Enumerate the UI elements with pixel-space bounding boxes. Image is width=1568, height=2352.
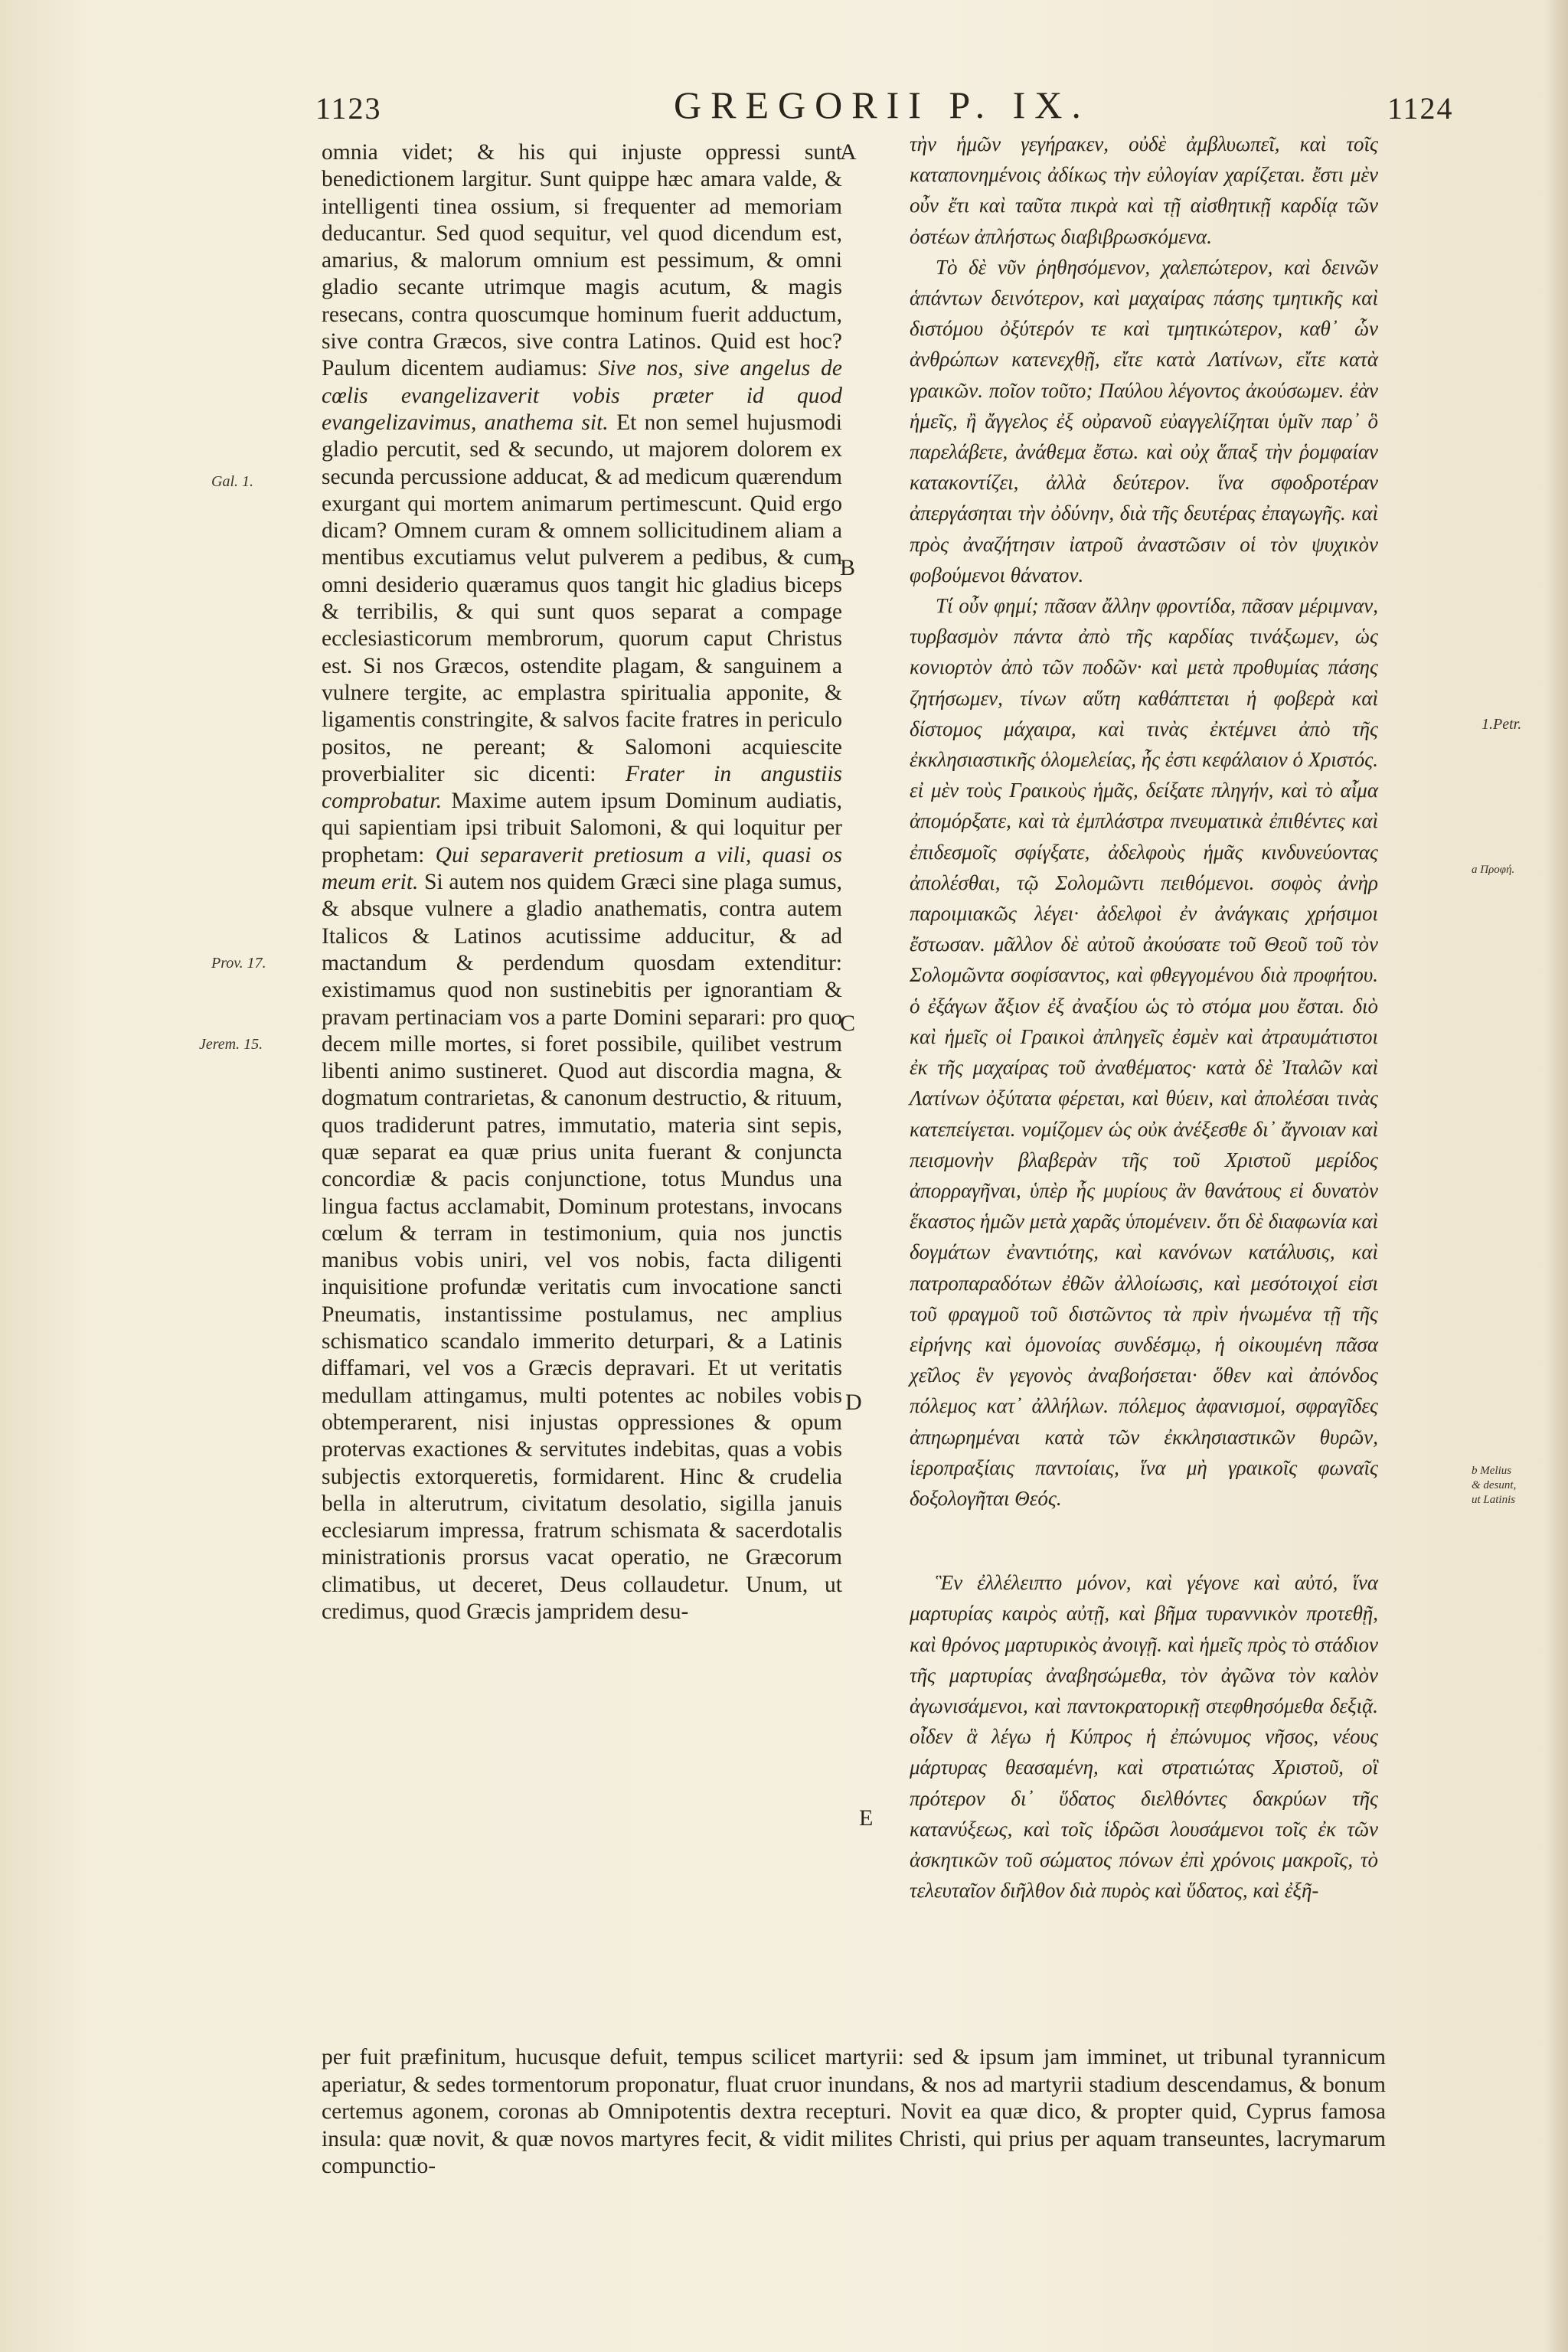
- section-letter-d: D: [845, 1390, 862, 1415]
- greek-paragraph-3: Τί οὖν φημί; πᾶσαν ἄλλην φροντίδα, πᾶσαν μέριμναν, τυρβασμὸν πάντα ἀπὸ τῆς καρδίας τινάξωμεν, ὡς κονιορτὸν ἀπὸ τῶν ποδῶν· καὶ μετὰ προθυμίας πάσης ζητήσωμεν, τίνων αὕτη καθάπτεται ἡ φοβερὰ καὶ δίστομος μάχαιρα, καὶ τινὰς ἐκτέμνει ἀπὸ τῆς ἐκκλησιαστικῆς ὁλομελείας, ἧς ἐστι κεφάλαιον ὁ Χριστός. εἰ μὲν τοὺς Γραικοὺς ἡμᾶς, δείξατε πληγήν, καὶ τὸ αἷμα ἀπομόρξατε, καὶ τὰ ἐμπλάστρα πνευματικὰ ἐπιθέντες καὶ ἐπιδεσμοῖς σφίγξατε, ἀδελφοὺς ἡμᾶς κινδυνεύοντας ἀπολέσθαι, τῷ Σολομῶντι πειθόμενοι. σοφὸς ἀνὴρ παροιμιακῶς λέγει· ἀδελφοὶ ἐν ἀνάγκαις χρήσιμοι ἔστωσαν. μᾶλλον δὲ αὐτοῦ ἀκούσατε τοῦ Θεοῦ τοῦ τὸν Σολομῶντα σοφίσαντος, καὶ φθεγγομένου διὰ προφήτου. ὁ ἐξάγων ἄξιον ἐξ ἀναξίου ὡς τὸ στόμα μου ἔσται. διὸ καὶ ἡμεῖς οἱ Γραικοὶ ἀπληγεῖς ἐσμὲν καὶ ἀτραυμάτιστοι ἐκ τῆς μαχαίρας τοῦ ἀναθέματος· κατὰ δὲ Ἰταλῶν καὶ Λατίνων ὀξύτατα φέρεται, καὶ θύειν, καὶ ἀπολέσαι τινὰς κατεπείγεται. νομίζομεν ὡς οὐκ ἀνέξεσθε δι᾽ ἄγνοιαν καὶ πεισμονὴν βλαβερὰν τῆς τοῦ Χριστοῦ μερίδος ἀπορραγῆναι, ὑπὲρ ἧς μυρίους ἂν θανάτους εἰ δυνατὸν ἕκαστος ἡμῶν μετὰ χαρᾶς ὑπομένειν. ὅτι δὲ διαφωνία καὶ δογμάτων ἐναντιότης, καὶ κανόνων κατάλυσις, καὶ πατροπαραδότων ἐθῶν ἀλλοίωσις, καὶ μεσότοιχοί εἰσι τοῦ φραγμοῦ τοῦ διστῶντος τὰ πρὶν ἡνωμένα τῇ τῆς εἰρήνης καὶ ὁμονοίας συνδέσμῳ, ἡ οἰκουμένη πᾶσα χεῖλος ἓν γεγονὸς ἀναβοήσεται· ὅθεν καὶ ἀπόνδος πόλεμος κατ᾽ ἀλλήλων. πόλεμος ἀφανισμοί, σφραγῖδες ἀπηωρημέναι κατὰ τῶν ἐκκλησιαστικῶν θυρῶν, ἱεροπραξίαις παντοίαις, ἵνα μὴ γραικοῖς φωναῖς δοξολογῆται Θεός.: [910, 594, 1378, 1510]
- greek-paragraph-4: Ἓν ἐλλέλειπτο μόνον, καὶ γέγονε καὶ αὐτό, ἵνα μαρτυρίας καιρὸς αὐτῇ, καὶ βῆμα τυραννικὸν προτεθῇ, καὶ θρόνος μαρτυρικὸς ἀνοιγῇ. καὶ ἡμεῖς πρὸς τὸ στάδιον τῆς μαρτυρίας ἀναβησώμεθα, τὸν ἀγῶνα τὸν καλὸν ἀγωνισάμενοι, καὶ παντοκρατορικῇ στεφθησόμεθα δεξιᾷ. οἶδεν ἃ λέγω ἡ Κύπρος ἡ ἐπώνυμος νῆσος, νέους μάρτυρας θεασαμένη, καὶ στρατιώτας Χριστοῦ, οἳ πρότερον δι᾽ ὕδατος διελθόντες δακρύων τῆς κατανύξεως, καὶ τοῖς ἱδρῶσι λουσάμενοι τοῖς ἐκ τῶν ἀσκητικῶν τοῦ σώματος πόνων ἐπὶ χρόνοις μακροῖς, τὸ τελευταῖον διῆλθον διὰ πυρὸς καὶ ὕδατος, καὶ ἐξῆ-: [910, 1571, 1378, 1903]
- page-number-right: 1124: [1387, 91, 1454, 126]
- latin-quote-proverbs: Frater in angustiis comprobatur.: [322, 761, 843, 814]
- margin-note-galatians: Gal. 1.: [211, 473, 253, 490]
- greek-column: [910, 129, 1378, 1906]
- latin-text-1: omnia videt; & his qui injuste oppressi sunt benedictionem largitur. Sunt quippe hæc amara valde, & intelligenti tinea ossium, si frequenter ad memoriam deducantur. Sed quod sequitur, vel quod dicendum est, amarius, & malorum omnium est pessimum, & omni gladio secante utrimque magis acutum, & magis resecans, contra quoscumque hominum fuerit adductum, sive contra Græcos, sive contra Latinos. Quid est hoc? Paulum dicentem audiamus:: [322, 140, 842, 381]
- margin-note-proverbs: Prov. 17.: [211, 955, 266, 972]
- latin-text-3: Maxime autem ipsum Dominum audiatis, qui sapientiam ipsi tribuit Salomoni, & qui loquitur per prophetam:: [322, 789, 842, 867]
- latin-quote-jeremiah: Qui separaverit pretiosum a vili, quasi os meum erit.: [322, 842, 843, 895]
- page-number-left: 1123: [315, 91, 382, 126]
- section-letter-c: C: [840, 1011, 856, 1036]
- greek-paragraph-2: Τὸ δὲ νῦν ῥηθησόμενον, χαλεπώτερον, καὶ δεινῶν ἁπάντων δεινότερον, καὶ μαχαίρας πάσης τμητικῆς καὶ διστόμου ὀξύτερόν τε καὶ τμητικώτερον, καθ᾽ ὧν ἀνθρώπων κατενεχθῇ, εἴτε κατὰ Λατίνων, εἴτε κατὰ γραικῶν. ποῖον τοῦτο; Παύλου λέγοντος ἀκούσωμεν. ἐὰν ἡμεῖς, ἢ ἄγγελος ἐξ οὐρανοῦ εὐαγγελίζηται ὑμῖν παρ᾽ ὃ παρελάβετε, ἀνάθεμα ἔστω. καὶ οὐχ ἅπαξ τὴν ῥομφαίαν κατακοντίζει, ἀλλὰ δεύτερον. ἵνα σφοδροτέραν ἀπεργάσηται τὴν ὀδύνην, διὰ τῆς δευτέρας ἐπαγωγῆς. καὶ πρὸς ἀναζήτησιν ἰατροῦ ἀναστῶσιν οἱ τὸν ψυχικὸν φοβούμενοι θάνατον.: [910, 255, 1378, 586]
- latin-column: [322, 139, 842, 1625]
- greek-paragraph-1: τὴν ἡμῶν γεγήρακεν, οὐδὲ ἀμβλυωπεῖ, καὶ τοῖς καταπονημένοις ἀδίκως τὴν εὐλογίαν χαρίζεται. ἔστι μὲν οὖν ἔτι καὶ ταῦτα πικρὰ καὶ τῇ αἰσθητικῇ καρδίᾳ τῶν ὀστέων ἀπλήστως διαβιβρωσκόμενα.: [910, 132, 1378, 248]
- margin-note-b: b Melius & desunt, ut Latinis: [1472, 1465, 1517, 1506]
- section-letter-b: B: [840, 555, 856, 580]
- latin-text-4: Si autem nos quidem Græci sine plaga sumus, & absque vulnere a gladio anathematis, contra autem Italicos & Latinos acutissime adducitur, & ad mactandum & perdendum quosdam extenditur: existimamus quod non sustinebitis per ignorantiam & pravam pertinaciam vos a parte Domini separari: pro quo decem mille mortes, si foret possibile, quilibet vestrum libenti animo sustineret. Quod aut discordia magna, & dogmatum contrarietas, & canonum destructio, & rituum, quos tradiderunt patres, immutatio, materia sint sepis, quæ separat ea quæ prius unita fuerant & conjuncta concordiæ & pacis conjunctione, totus Mundus una lingua factus acclamabit, Dominum protestans, invocans cœlum & terram in testimonium, quia nos junctis manibus vobis uniri, vel vos nobis, facta diligenti inquisitione profundæ veritatis cum invocatione sancti Pneumatis, instantissime postulamus, nec amplius schismatico scandalo immerito deturpari, & a Latinis diffamari, vel vos a Græcis depravari. Et ut veritatis medullam attingamus, multi potentes ac nobiles vobis obtemperarent, nisi injustas oppressiones & opum protervas exactiones & servitutes indebitas, quas a vobis subjectis extorqueretis, formidarent. Hinc & crudelia bella in alterutrum, civitatum desolatio, sigilla januis ecclesiarum impressa, fratrum schismata & sacerdotalis ministrationis prorsus vacat operatio, ne Græcorum climatibus, ut deceret, Deus collaudetur. Unum, ut credimus, quod Græcis jampridem desu-: [322, 870, 842, 1625]
- latin-quote-galatians: Sive nos, sive angelus de cœlis evangelizaverit vobis præter id quod evangelizavimus, anathema sit.: [322, 356, 842, 435]
- latin-continuation: per fuit præfinitum, hucusque defuit, tempus scilicet martyrii: sed & ipsum jam imminet, ut tribunal tyrannicum aperiatur, & sedes tormentorum proponatur, fluat cruor inundans, & nos ad martyrii stadium descendamus, & bonum certemus agonem, coronas ab Omnipotentis dextra recepturi. Novit ea quæ dico, & propter quid, Cyprus famosa insula: quæ novit, & quæ novos martyres fecit, & vidit milites Christi, qui prius per aquam transeuntes, lacrymarum compunctio-: [322, 2045, 1386, 2178]
- latin-text-2: Et non semel hujusmodi gladio percutit, sed & secundo, ut majorem dolorem ex secunda percussione adducat, & ad medicum quærendum exurgant qui mortem animarum pertimescunt. Quid ergo dicam? Omnem curam & omnem sollicitudinem aliam a mentibus excutiamus velut pulverem a pedibus, & cum omni desiderio quæramus quos tangit hic gladius biceps & terribilis, & qui sunt quos separat a compage ecclesiasticorum membrorum, quorum caput Christus est. Si nos Græcos, ostendite plagam, & sanguinem a vulnere tergite, ac emplastra spiritualia apponite, & ligamentis constringite, & salvos facite fratres in periculo positos, ne pereant; & Salomoni acquiescite proverbialiter sic dicenti:: [322, 410, 843, 786]
- margin-note-jeremiah: Jerem. 15.: [199, 1036, 263, 1053]
- margin-note-a: a Προφή.: [1472, 864, 1515, 876]
- section-letter-a: A: [840, 139, 857, 165]
- margin-note-peter: 1.Petr.: [1481, 716, 1522, 733]
- section-letter-e: E: [859, 1805, 874, 1831]
- page-gutter-shadow: [1545, 0, 1568, 2352]
- running-title: GREGORII P. IX.: [674, 83, 1090, 126]
